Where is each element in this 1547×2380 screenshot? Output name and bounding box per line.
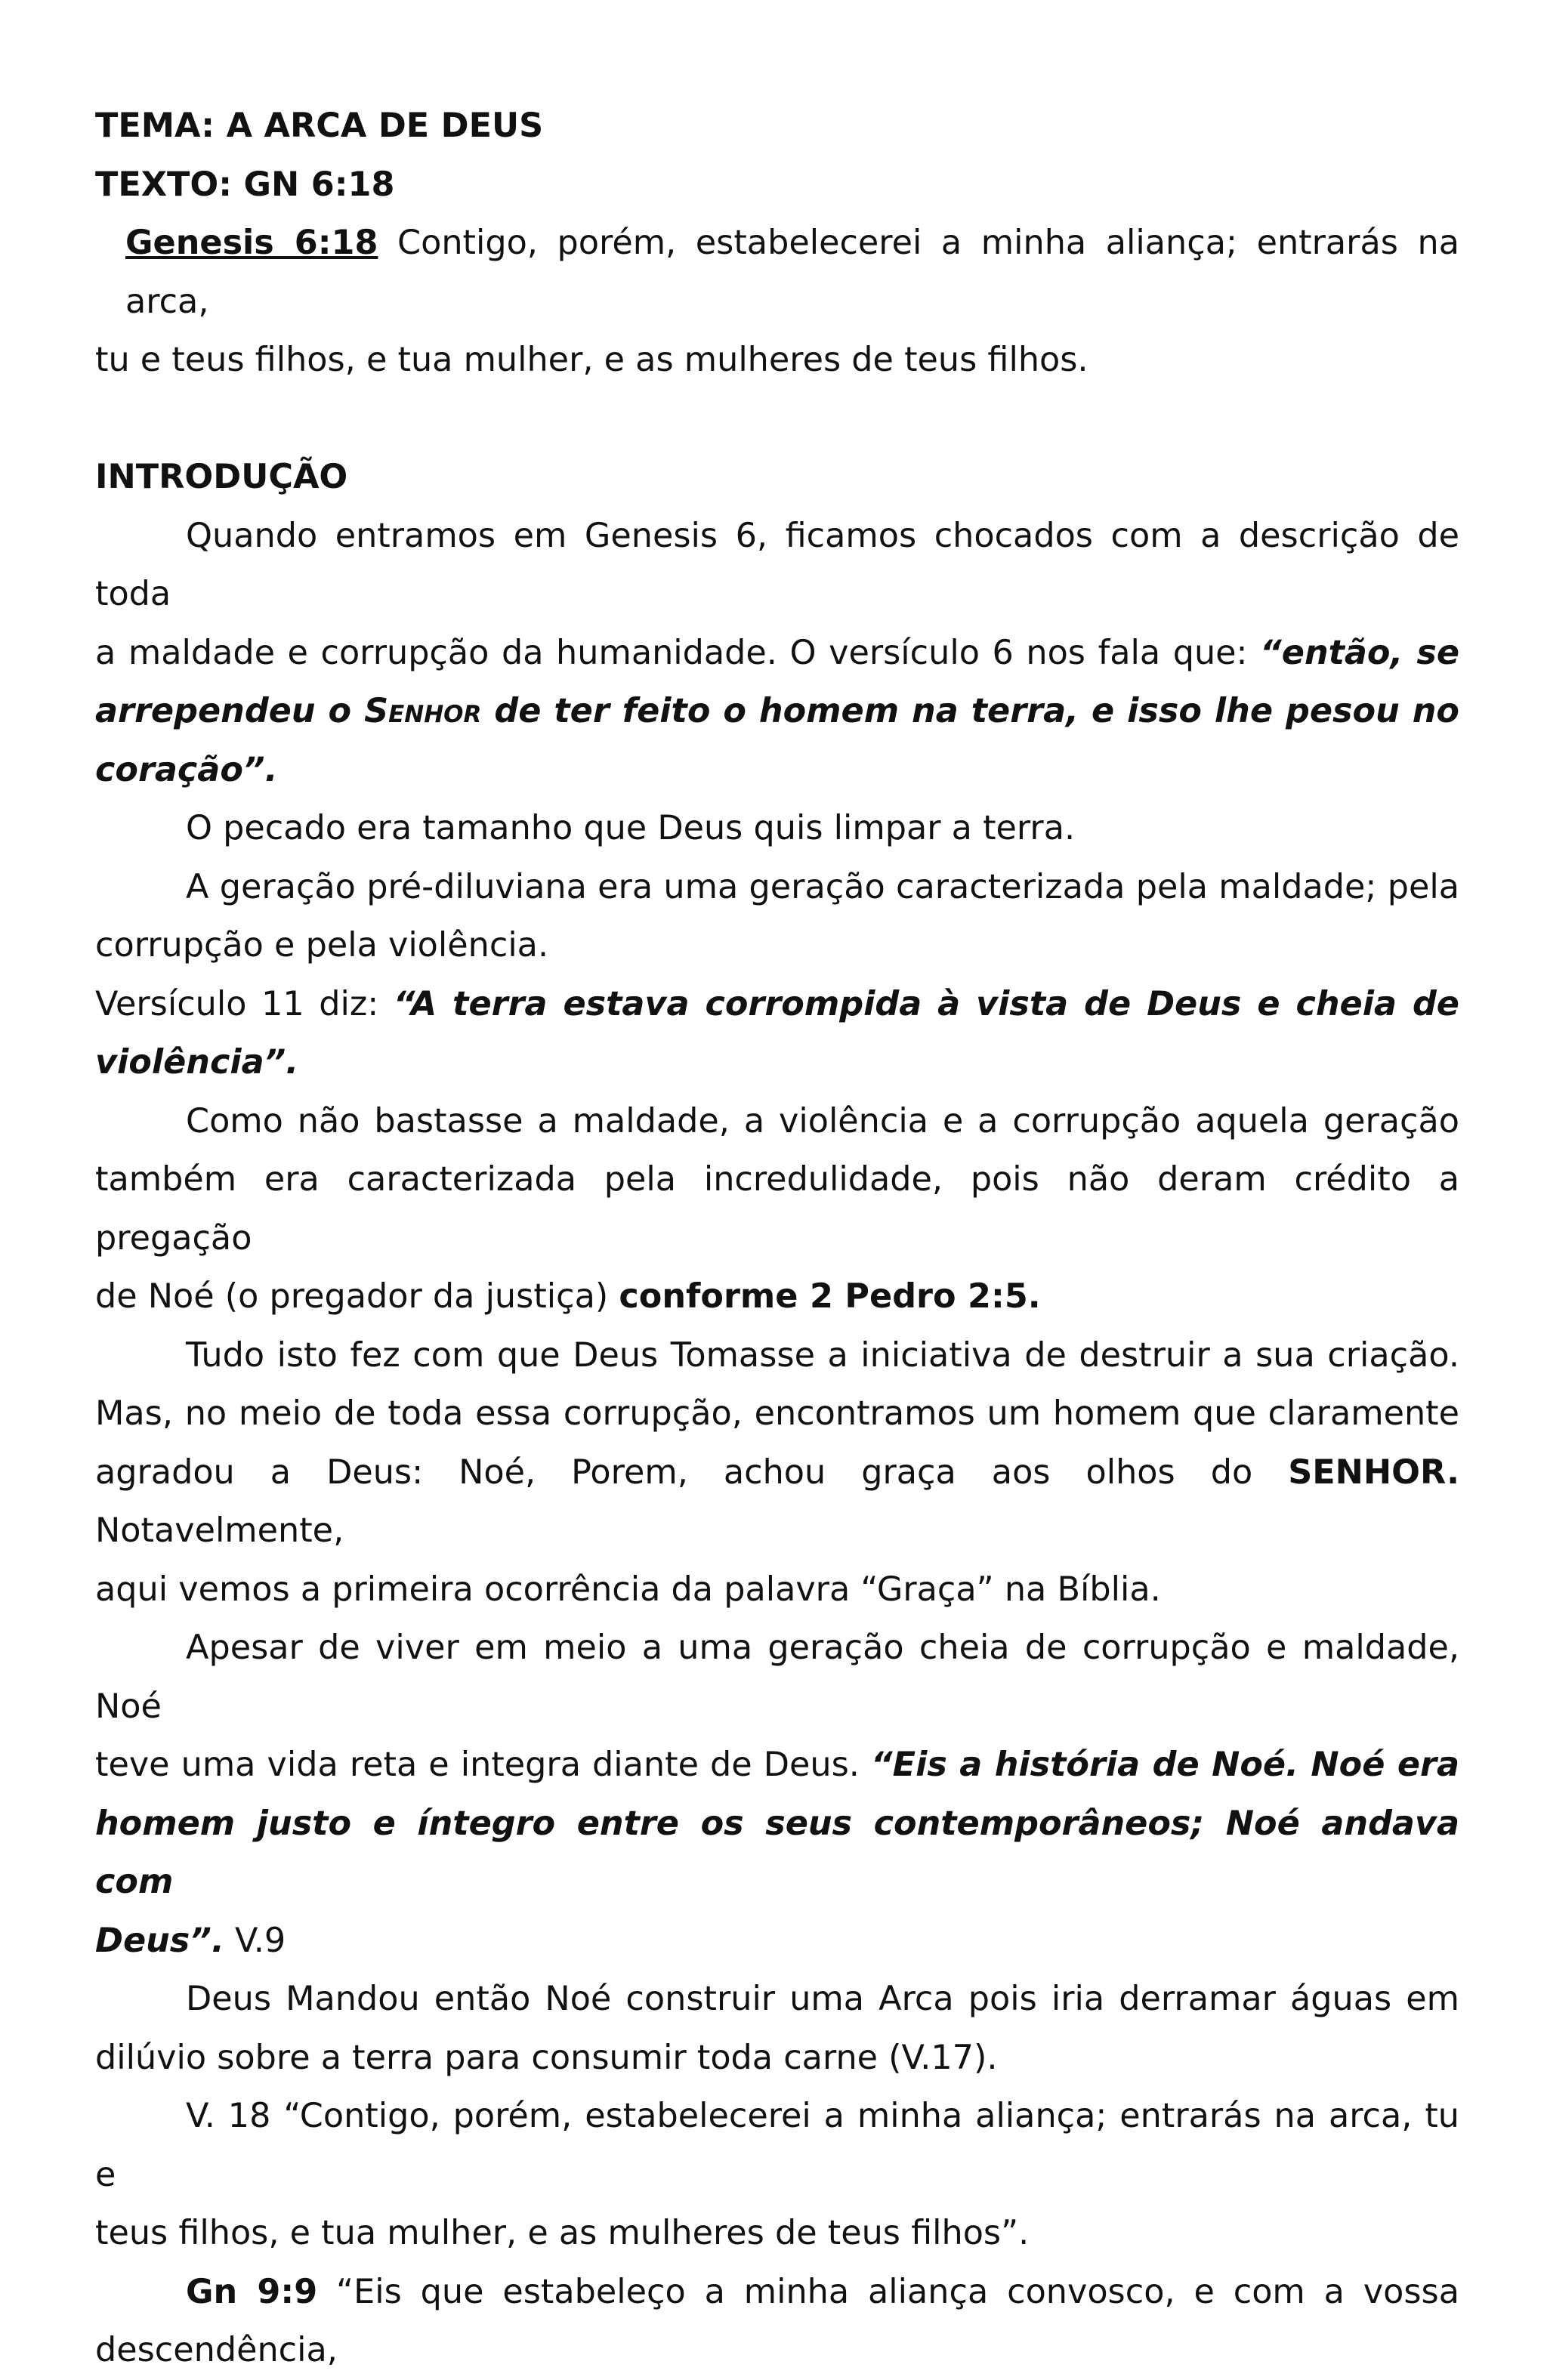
p7-quote-end: Deus”. <box>95 1921 224 1960</box>
p1-quote-a: arrependeu o <box>95 692 365 730</box>
p1-line-4: coração”. <box>95 750 278 789</box>
p6-senhor: SENHOR. <box>1288 1452 1459 1492</box>
p1-quote-start: “então, se <box>1260 633 1459 672</box>
p10-reference: Gn 9:9 <box>186 2272 318 2311</box>
p9-line-2: teus filhos, e tua mulher, e as mulheres de teus filhos”. <box>95 2214 1030 2252</box>
p1-text: a maldade e corrupção da humanidade. O versículo 6 nos fala que: <box>95 633 1261 672</box>
verse-line-1 <box>95 214 1459 331</box>
tema-heading: TEMA: A ARCA DE DEUS <box>95 106 544 145</box>
p7-quote-start: “Eis a história de Noé. Noé era <box>871 1746 1459 1784</box>
p7-line-3: homem justo e íntegro entre os seus contemporâneos; Noé andava com <box>95 1804 1459 1901</box>
p5-line-2: também era caracterizada pela incredulidade, pois não deram crédito a pregação <box>95 1160 1459 1258</box>
p7-text: teve uma vida reta e integra diante de Deus. <box>95 1746 872 1784</box>
p6-line-3 <box>95 1443 1459 1560</box>
introducao-heading: INTRODUÇÃO <box>95 458 348 496</box>
p4-line-2: violência”. <box>95 1043 299 1082</box>
p5-reference: conforme 2 Pedro 2:5. <box>619 1277 1041 1316</box>
p7-verse-ref: V.9 <box>224 1921 286 1960</box>
p6-text-a: agradou a Deus: Noé, Porem, achou graça aos olhos do <box>95 1452 1289 1492</box>
p1-line-1: Quando entramos em Genesis 6, ficamos chocados com a descrição de toda <box>95 516 1459 613</box>
p6-line-2: Mas, no meio de toda essa corrupção, encontramos um homem que claramente <box>95 1394 1459 1433</box>
verse-reference: Genesis 6:18 <box>125 224 378 262</box>
senhor-small-caps: Senhor <box>364 692 482 730</box>
p10-text: “Eis que estabeleço a minha aliança convosco, e com a vossa <box>317 2272 1460 2311</box>
p6-line-1: Tudo isto fez com que Deus Tomasse a iniciativa de destruir a sua criação. <box>186 1335 1459 1375</box>
p9-line-1: V. 18 “Contigo, porém, estabelecerei a minha aliança; entrarás na arca, tu e <box>95 2097 1459 2194</box>
p7-line-2 <box>95 1736 1459 1795</box>
p4-line-1 <box>95 975 1459 1034</box>
p6-line-4: aqui vemos a primeira ocorrência da palavra “Graça” na Bíblia. <box>95 1570 1161 1609</box>
p5-text: de Noé (o pregador da justiça) <box>95 1277 619 1316</box>
p10-line-2: descendência, <box>95 2331 338 2369</box>
p2-line: O pecado era tamanho que Deus quis limpar a terra. <box>186 809 1076 847</box>
p5-line-1: Como não bastasse a maldade, a violência e a corrupção aquela geração <box>186 1101 1459 1141</box>
p10-line-1 <box>95 2263 1459 2322</box>
p8-line-1: Deus Mandou então Noé construir uma Arca pois iria derramar águas em <box>186 1980 1459 2018</box>
verse-line-2: tu e teus filhos, e tua mulher, e as mulheres de teus filhos. <box>95 341 1088 379</box>
verse-text-1: Contigo, porém, estabelecerei a minha aliança; entrarás na arca, <box>125 224 1459 321</box>
p7-line-1: Apesar de viver em meio a uma geração cheia de corrupção e maldade, Noé <box>95 1628 1459 1726</box>
p4-quote: “A terra estava corrompida à vista de Deus e cheia de <box>393 984 1459 1023</box>
p3-line-1: A geração pré-diluviana era uma geração caracterizada pela maldade; pela <box>186 867 1459 906</box>
document-page <box>95 97 1459 2380</box>
p5-line-3 <box>95 1267 1459 1326</box>
spacer <box>95 390 1459 449</box>
p1-line-3 <box>95 682 1459 741</box>
texto-heading: TEXTO: GN 6:18 <box>95 165 395 204</box>
p7-line-4 <box>95 1912 1459 1971</box>
p1-line-2 <box>95 624 1459 683</box>
p3-line-2: corrupção e pela violência. <box>95 926 549 965</box>
p4-text: Versículo 11 diz: <box>95 984 394 1023</box>
p6-text-b: Notavelmente, <box>95 1511 344 1550</box>
p8-line-2: dilúvio sobre a terra para consumir toda carne (V.17). <box>95 2038 998 2077</box>
p1-quote-b: de ter feito o homem na terra, e isso lhe pesou no <box>481 692 1459 730</box>
